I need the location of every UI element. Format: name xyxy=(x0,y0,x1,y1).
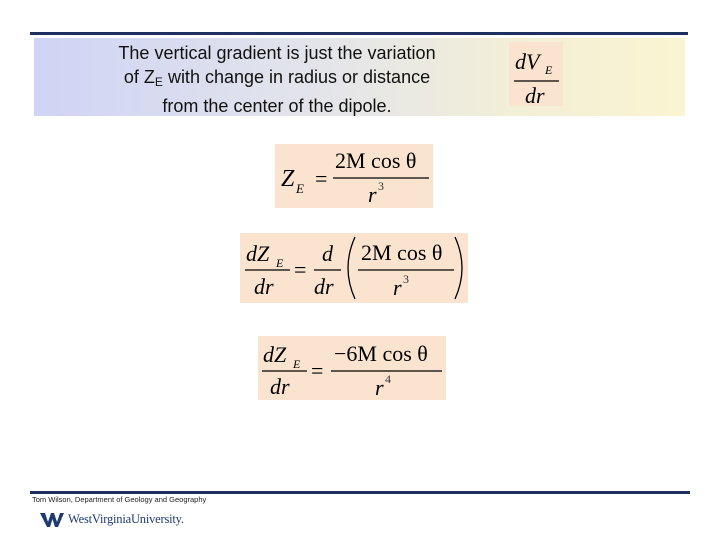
eq3-op-numerator: d xyxy=(322,241,333,266)
eq4-equals: = xyxy=(311,358,324,383)
eq3-lhs-denominator: dr xyxy=(254,274,274,299)
eq4-numerator: −6M cos θ xyxy=(334,341,428,366)
equation-dve-dr xyxy=(509,42,563,106)
header-line-3: from the center of the dipole. xyxy=(162,96,392,116)
eq2-denominator-sup: 3 xyxy=(378,179,384,193)
header-text xyxy=(86,41,468,118)
eq2-equals: = xyxy=(315,166,328,191)
top-rule xyxy=(30,32,688,35)
equation-ze xyxy=(275,144,433,208)
wvu-logo-text: WestVirginiaUniversity. xyxy=(68,511,184,526)
eq2-lhs-sub: E xyxy=(296,181,304,196)
eq3-left-paren xyxy=(348,237,355,299)
equation-dze-result xyxy=(258,336,446,400)
footer-credit: Tom Wilson, Department of Geology and Geography xyxy=(32,495,207,504)
eq2-numerator: 2M cos θ xyxy=(335,148,417,173)
wvu-flying-wv-icon xyxy=(40,510,64,528)
eq4-lhs-sub: E xyxy=(293,357,301,371)
eq1-numerator: dV xyxy=(515,49,540,74)
header-line-2: of $Z_E$ with change in radius or distance xyxy=(123,67,431,89)
eq3-denominator-sup: 3 xyxy=(403,272,409,286)
eq1-denominator: dr xyxy=(525,83,545,106)
eq2-lhs: Z xyxy=(281,166,295,192)
equation-dze-expand xyxy=(240,233,468,303)
header-line-1: The vertical gradient is just the variation xyxy=(118,43,436,63)
eq1-numerator-sub: E xyxy=(545,63,553,77)
eq3-lhs-sub: E xyxy=(276,256,284,270)
eq3-lhs-numerator: dZ xyxy=(246,241,270,266)
eq3-denominator: r xyxy=(393,275,402,300)
wvu-logo xyxy=(40,508,184,530)
eq4-lhs-denominator: dr xyxy=(270,374,290,399)
eq4-lhs-numerator: dZ xyxy=(263,342,287,367)
eq4-denominator: r xyxy=(375,375,384,400)
eq3-right-paren xyxy=(455,237,462,299)
eq3-numerator: 2M cos θ xyxy=(361,240,443,265)
eq4-denominator-sup: 4 xyxy=(385,372,391,386)
eq2-denominator: r xyxy=(368,182,377,207)
eq3-op-denominator: dr xyxy=(314,274,334,299)
eq3-equals: = xyxy=(294,257,307,282)
footer-rule xyxy=(30,491,690,494)
